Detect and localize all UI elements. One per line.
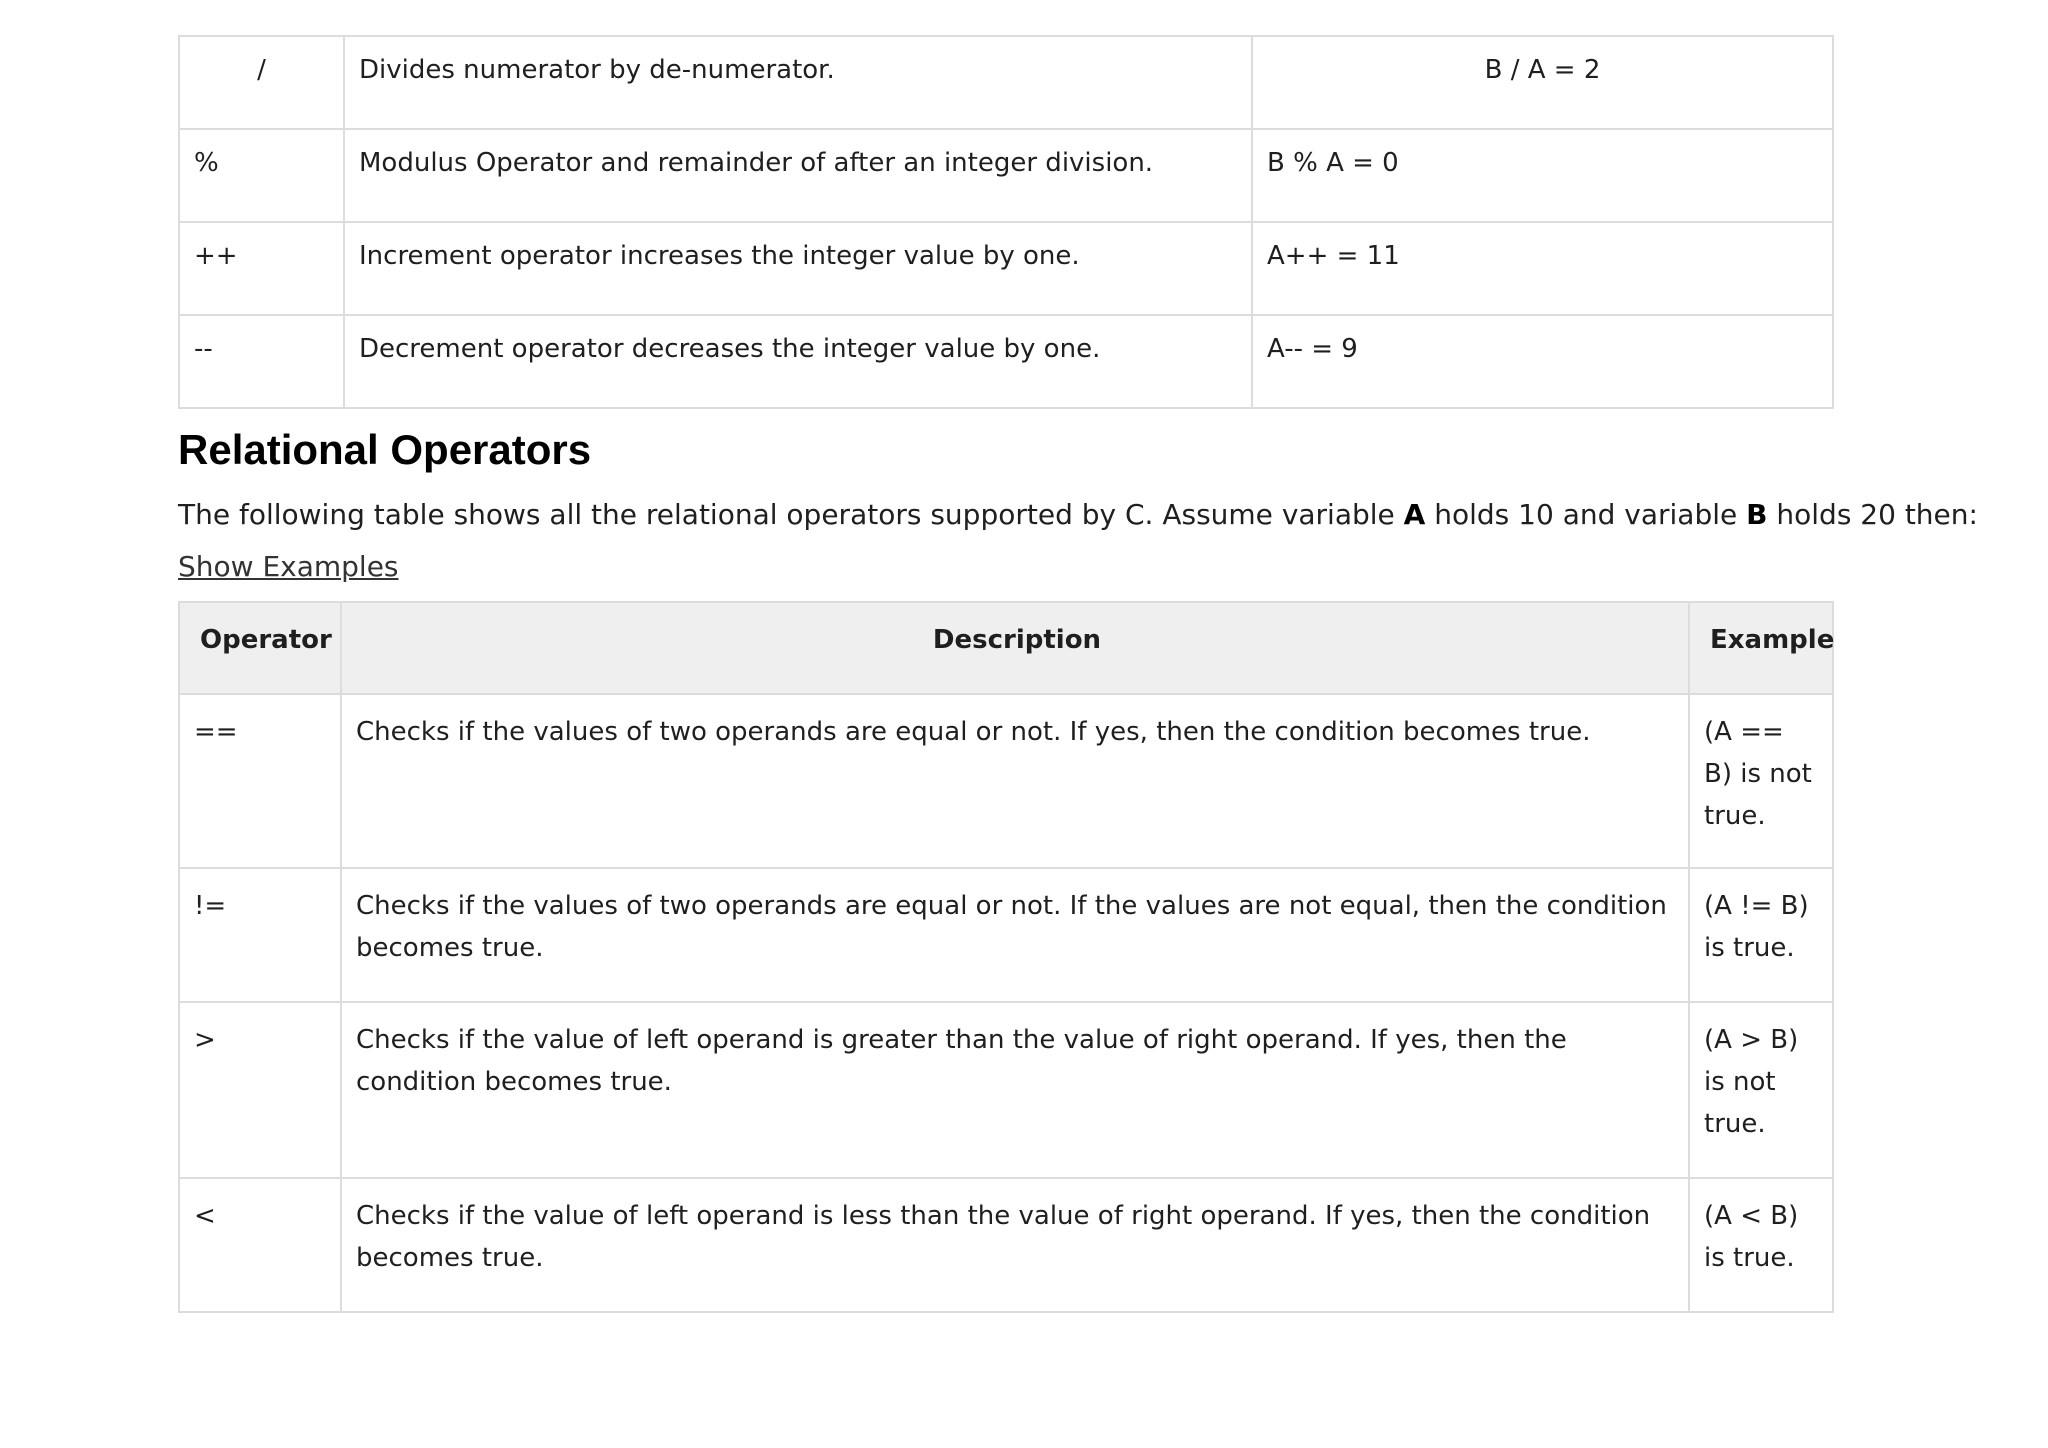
description-cell: Checks if the value of left operand is less than the value of right operand. If yes, then the condition becomes true. xyxy=(341,1178,1689,1312)
table-row xyxy=(179,129,1833,222)
intro-text-middle: holds 10 and variable xyxy=(1425,498,1747,531)
example-cell: (A > B) is not true. xyxy=(1689,1002,1833,1178)
page-content xyxy=(178,35,1978,1313)
description-cell: Decrement operator decreases the integer value by one. xyxy=(344,315,1252,408)
table-row xyxy=(179,1178,1833,1312)
intro-text-end: holds 20 then: xyxy=(1767,498,1978,531)
variable-b: B xyxy=(1746,498,1768,531)
show-examples-link[interactable]: Show Examples xyxy=(178,550,399,583)
example-cell: (A < B) is true. xyxy=(1689,1178,1833,1312)
example-cell: (A != B) is true. xyxy=(1689,868,1833,1002)
arithmetic-operators-table xyxy=(178,35,1834,409)
description-cell: Modulus Operator and remainder of after an integer division. xyxy=(344,129,1252,222)
operator-cell: / xyxy=(179,36,344,129)
relational-operators-table xyxy=(178,601,1834,1313)
variable-a: A xyxy=(1403,498,1426,531)
intro-paragraph xyxy=(178,495,1978,535)
header-example: Example xyxy=(1689,602,1833,694)
operator-cell: -- xyxy=(179,315,344,408)
example-cell: (A == B) is not true. xyxy=(1689,694,1833,868)
description-cell: Checks if the values of two operands are equal or not. If the values are not equal, then the condition becomes true. xyxy=(341,868,1689,1002)
operator-cell: < xyxy=(179,1178,341,1312)
operator-cell: == xyxy=(179,694,341,868)
operator-cell: ++ xyxy=(179,222,344,315)
table-row xyxy=(179,222,1833,315)
table-row xyxy=(179,694,1833,868)
header-operator: Operator xyxy=(179,602,341,694)
description-cell: Increment operator increases the integer value by one. xyxy=(344,222,1252,315)
header-description: Description xyxy=(341,602,1689,694)
intro-text-start: The following table shows all the relational operators supported by C. Assume variable xyxy=(178,498,1404,531)
description-cell: Checks if the values of two operands are equal or not. If yes, then the condition becomes true. xyxy=(341,694,1689,868)
operator-cell: % xyxy=(179,129,344,222)
example-cell: B % A = 0 xyxy=(1252,129,1833,222)
section-title: Relational Operators xyxy=(178,426,592,473)
operator-cell: != xyxy=(179,868,341,1002)
description-cell: Checks if the value of left operand is greater than the value of right operand. If yes, then the condition becomes true. xyxy=(341,1002,1689,1178)
table-header-row xyxy=(179,602,1833,694)
description-cell: Divides numerator by de-numerator. xyxy=(344,36,1252,129)
example-cell: B / A = 2 xyxy=(1252,36,1833,129)
operator-cell: > xyxy=(179,1002,341,1178)
table-row xyxy=(179,1002,1833,1178)
example-cell: A++ = 11 xyxy=(1252,222,1833,315)
table-row xyxy=(179,36,1833,129)
table-row xyxy=(179,868,1833,1002)
table-row xyxy=(179,315,1833,408)
example-cell: A-- = 9 xyxy=(1252,315,1833,408)
